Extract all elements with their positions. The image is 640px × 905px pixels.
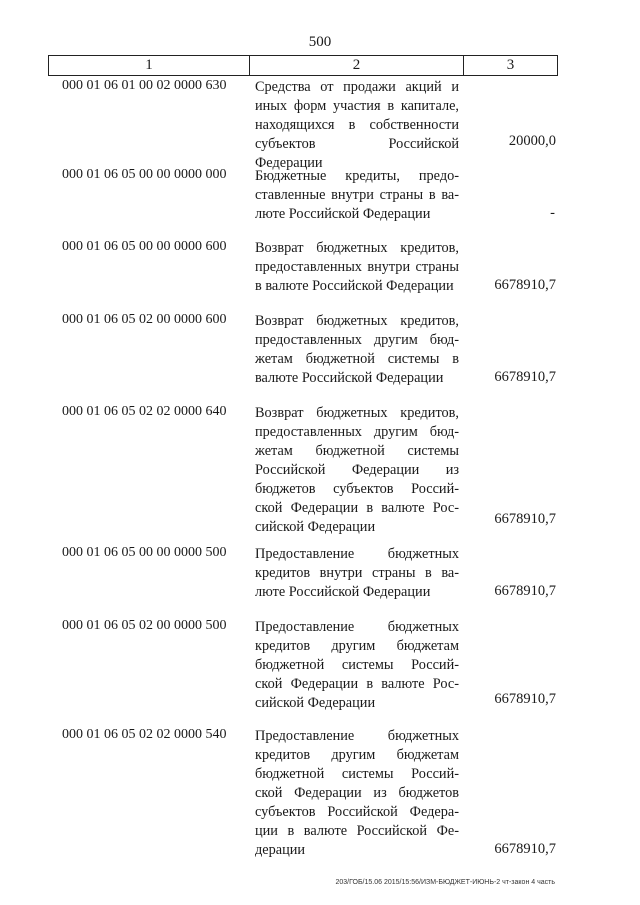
desc-line: предоставленных другим бюд- xyxy=(255,332,459,348)
row-code: 000 01 06 05 00 00 0000 600 xyxy=(62,239,227,254)
desc-line: бюджетов субъектов Россий- xyxy=(255,481,459,497)
row-description xyxy=(255,167,459,224)
desc-line: предоставленных другим бюд- xyxy=(255,424,459,440)
desc-line: Возврат бюджетных кредитов, xyxy=(255,405,459,421)
desc-line: субъектов Российской Федерации xyxy=(255,136,459,171)
row-description xyxy=(255,78,459,173)
desc-line: жетам бюджетной системы в xyxy=(255,351,459,367)
desc-line: сийской Федерации xyxy=(255,519,376,535)
desc-line: валюте Российской Федерации xyxy=(255,370,444,386)
desc-line: предоставленных внутри страны xyxy=(255,259,459,275)
table-header xyxy=(48,55,558,76)
row-code: 000 01 06 05 02 02 0000 540 xyxy=(62,727,227,742)
desc-line: ской Федерации в валюте Рос- xyxy=(255,676,459,692)
header-col-2: 2 xyxy=(250,56,464,76)
header-col-1: 1 xyxy=(49,56,250,76)
desc-line: ской Федерации из бюджетов xyxy=(255,785,459,801)
desc-line: кредитов другим бюджетам xyxy=(255,638,459,654)
page-number: 500 xyxy=(308,34,332,50)
desc-line: Предоставление бюджетных xyxy=(255,728,459,744)
desc-line: субъектов Российской Федера- xyxy=(255,804,459,820)
row-value: 6678910,7 xyxy=(494,277,556,293)
row-code: 000 01 06 05 00 00 0000 000 xyxy=(62,167,227,182)
row-code: 000 01 06 05 00 00 0000 500 xyxy=(62,545,227,560)
desc-line: ции в валюте Российской Фе- xyxy=(255,823,459,839)
row-description xyxy=(255,618,459,713)
desc-line: ставленные внутри страны в ва- xyxy=(255,187,459,203)
desc-line: кредитов другим бюджетам xyxy=(255,747,459,763)
row-description xyxy=(255,404,459,537)
row-value: 20000,0 xyxy=(508,133,556,149)
row-code: 000 01 06 05 02 00 0000 600 xyxy=(62,312,227,327)
desc-line: сийской Федерации xyxy=(255,695,376,711)
row-description xyxy=(255,545,459,602)
desc-line: бюджетной системы Россий- xyxy=(255,766,459,782)
desc-line: Предоставление бюджетных xyxy=(255,546,459,562)
desc-line: Возврат бюджетных кредитов, xyxy=(255,313,459,329)
row-code: 000 01 06 01 00 02 0000 630 xyxy=(62,78,227,93)
row-code: 000 01 06 05 02 02 0000 640 xyxy=(62,404,227,419)
row-description xyxy=(255,727,459,860)
desc-line: люте Российской Федерации xyxy=(255,206,431,222)
desc-line: люте Российской Федерации xyxy=(255,584,431,600)
header-col-3: 3 xyxy=(464,56,558,76)
desc-line: иных форм участия в капитале, xyxy=(255,98,459,114)
row-description xyxy=(255,239,459,296)
row-code: 000 01 06 05 02 00 0000 500 xyxy=(62,618,227,633)
row-value: 6678910,7 xyxy=(494,841,556,857)
row-description xyxy=(255,312,459,388)
desc-line: бюджетной системы Россий- xyxy=(255,657,459,673)
desc-line: в валюте Российской Федерации xyxy=(255,278,454,294)
desc-line: жетам бюджетной системы xyxy=(255,443,459,459)
row-value: - xyxy=(550,205,555,221)
desc-line: Предоставление бюджетных xyxy=(255,619,459,635)
desc-line: Бюджетные кредиты, предо- xyxy=(255,168,459,184)
row-value: 6678910,7 xyxy=(494,369,556,385)
desc-line: находящихся в собственности xyxy=(255,117,459,133)
desc-line: кредитов внутри страны в ва- xyxy=(255,565,459,581)
desc-line: Средства от продажи акций и xyxy=(255,79,459,95)
desc-line: дерации xyxy=(255,842,306,858)
desc-line: Возврат бюджетных кредитов, xyxy=(255,240,459,256)
desc-line: Российской Федерации из xyxy=(255,462,459,478)
footer-file-stamp: 203/ГОБ/15.06 2015/15:56/ИЗМ-БЮДЖЕТ-ИЮНЬ-2 чт-закон 4 часть xyxy=(335,879,555,886)
row-value: 6678910,7 xyxy=(494,583,556,599)
row-value: 6678910,7 xyxy=(494,511,556,527)
row-value: 6678910,7 xyxy=(494,691,556,707)
desc-line: ской Федерации в валюте Рос- xyxy=(255,500,459,516)
